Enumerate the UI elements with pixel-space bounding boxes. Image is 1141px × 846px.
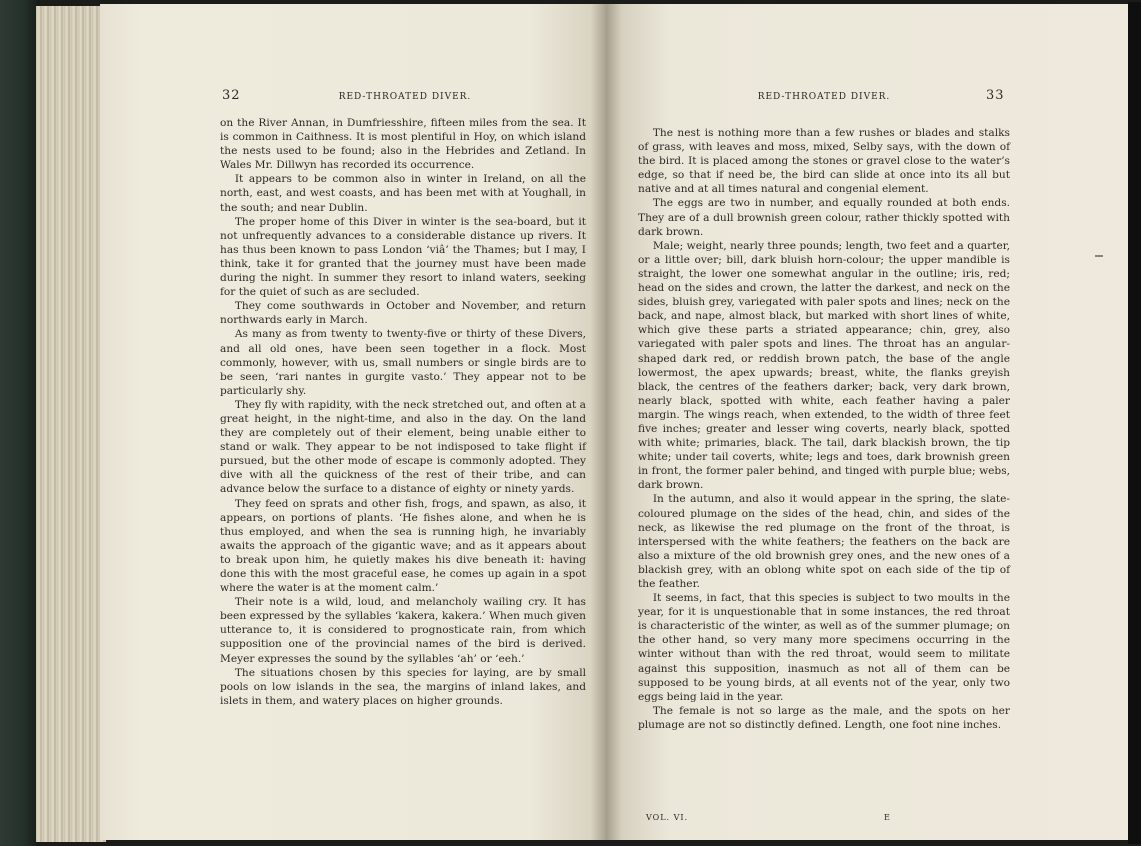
paragraph: They come southwards in October and November, and return northwards early in March. bbox=[220, 300, 586, 327]
paragraph: The eggs are two in number, and equally rounded at both ends. They are of a dull brownish green colour, rather thickly spotted with dark brown. bbox=[638, 197, 1010, 238]
left-page bbox=[100, 4, 606, 840]
paragraph: The female is not so large as the male, and the spots on her plumage are not so distinctly defined. Length, one foot nine inches. bbox=[638, 704, 1010, 731]
paragraph: It appears to be common also in winter in Ireland, on all the north, east, and west coasts, and has been met with at Youghall, in the south; and near Dublin. bbox=[220, 173, 586, 214]
page-edges bbox=[36, 6, 106, 842]
paragraph: They feed on sprats and other fish, frogs, and spawn, as also, it appears, on portions of plants. ‘He fishes alone, and when he is thus employed, and when the sea is running high, he invariably awaits the approach of the gigantic wave; and as it appears about to break upon him, he quietly makes his dive beneath it: having done this with the most graceful ease, he comes up again in a spot where the water is at the moment calm.’ bbox=[220, 497, 586, 595]
paragraph: on the River Annan, in Dumfriesshire, fifteen miles from the sea. It is common in Caithness. It is most plentiful in Hoy, on which island the nests used to be found; also in the Hebrides and Zetland. In Wales Mr. Dillwyn has recorded its occurrence. bbox=[220, 117, 586, 172]
left-running-title: RED-THROATED DIVER. bbox=[338, 92, 472, 102]
paragraph: In the autumn, and also it would appear in the spring, the slate-coloured plumage on the sides of the head, chin, and sides of the neck, as likewise the red plumage on the front of the throat, is interspersed with the white feathers; the feathers on the back are also a mixture of the old brownish grey ones, and the new ones of a blackish grey, with an oblong white spot on each side of the tip of the feather. bbox=[638, 493, 1010, 590]
signature-mark: E bbox=[884, 813, 891, 822]
left-page-text bbox=[220, 116, 586, 708]
margin-mark bbox=[1095, 255, 1103, 257]
paragraph: It seems, in fact, that this species is subject to two moults in the year, for it is unquestionable that in some instances, the red throat is characteristic of the winter, as well as of the summer plumage; on the other hand, so very many more specimens occurring in the winter without than with the red throat, would seem to militate against this supposition, inasmuch as not all of them can be supposed to be young birds, at all events not of the year, only two eggs being laid in the year. bbox=[638, 592, 1010, 703]
paragraph: The situations chosen by this species for laying, are by small pools on low islands in the sea, the margins of inland lakes, and islets in them, and watery places on higher grounds. bbox=[220, 666, 586, 707]
right-page bbox=[606, 4, 1130, 840]
right-page-footer bbox=[646, 813, 1010, 822]
left-page-number: 32 bbox=[222, 88, 241, 103]
paragraph: They fly with rapidity, with the neck stretched out, and often at a great height, in the night-time, and also in the day. On the land they are completely out of their element, being unable either to stand or walk. They appear to be not indisposed to take flight if pursued, but the other mode of escape is commonly adopted. They dive with all the quickness of the rest of their tribe, and can advance below the surface to a distance of eighty or ninety yards. bbox=[220, 398, 586, 496]
right-running-title: RED-THROATED DIVER. bbox=[757, 92, 891, 102]
background-edge bbox=[1128, 2, 1141, 844]
paragraph: Their note is a wild, loud, and melancholy wailing cry. It has been expressed by the syllables ‘kakera, kakera.’ When much given utterance to, it is considered to prognosticate rain, from which supposition one of the provincial names of the bird is derived. Meyer expresses the sound by the syllables ‘ah’ or ‘eeh.’ bbox=[220, 596, 586, 665]
right-page-number: 33 bbox=[986, 88, 1005, 103]
book-cover-edge bbox=[0, 0, 40, 846]
paragraph: The nest is nothing more than a few rushes or blades and stalks of grass, with leaves and moss, mixed, Selby says, with the down of the bird. It is placed among the stones or gravel close to the water’s edge, so that if need be, the bird can slide at once into its all but native and at all times natural and congenial element. bbox=[638, 127, 1010, 196]
volume-label: VOL. VI. bbox=[646, 813, 689, 822]
paragraph: Male; weight, nearly three pounds; length, two feet and a quarter, or a little over; bill, dark bluish horn-colour; the upper mandible is straight, the lower one somewhat angular in the outline; iris, red; head on the sides and crown, the latter the darkest, and neck on the sides, bluish grey, variegated with paler spots and lines; neck on the back, and nape, almost black, but marked with short lines of white, which give these parts a striated appearance; chin, grey, also variegated with paler spots and lines. The throat has an angular-shaped dark red, or reddish brown patch, the base of the angle lowermost, the apex upwards; breast, white, the flanks greyish black, the centres of the feathers darker; back, very dark brown, nearly black, spotted with white, each feather having a paler margin. The wings reach, when extended, to the width of three feet five inches; greater and lesser wing coverts, nearly black, spotted with white; primaries, black. The tail, dark blackish brown, the tip white; under tail coverts, white; legs and toes, dark brownish green in front, the former paler behind, and tinged with purple blue; webs, dark brown. bbox=[638, 239, 1010, 492]
paragraph: The proper home of this Diver in winter is the sea-board, but it not unfrequently advances to a considerable distance up rivers. It has thus been known to pass London ‘viâ’ the Thames; but I may, I think, take it for granted that the journey must have been made during the night. In summer they resort to inland waters, seeking for the quiet of such as are secluded. bbox=[220, 215, 586, 299]
right-page-text bbox=[638, 126, 1010, 732]
paragraph: As many as from twenty to twenty-five or thirty of these Divers, and all old ones, have been seen together in a flock. Most commonly, however, with us, small numbers or single birds are to be seen, ‘rari nantes in gurgite vasto.’ They appear not to be particularly shy. bbox=[220, 328, 586, 397]
